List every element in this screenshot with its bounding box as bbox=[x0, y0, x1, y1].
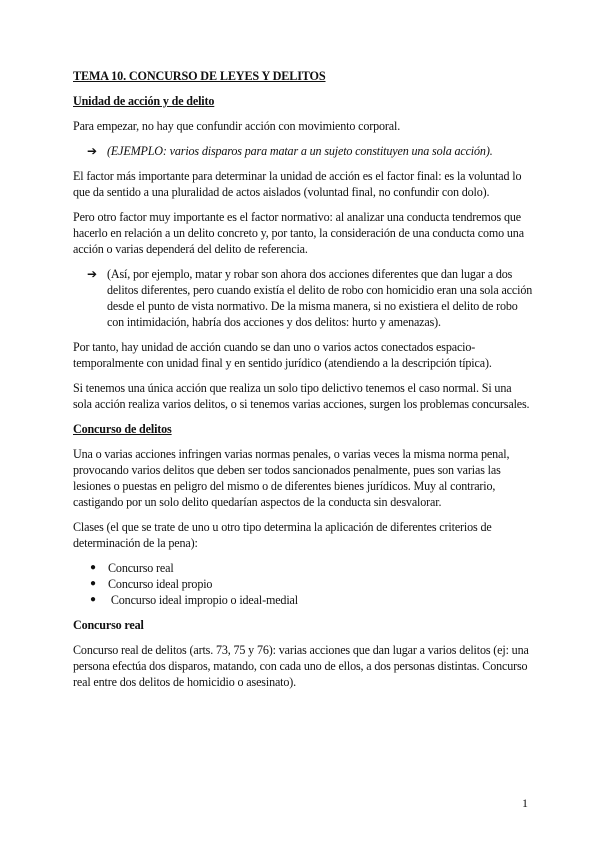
page-number: 1 bbox=[522, 796, 528, 810]
example-block-2 bbox=[73, 266, 533, 330]
list-item-text: Concurso ideal propio bbox=[108, 577, 213, 591]
list-item-text: Concurso ideal impropio o ideal-medial bbox=[108, 593, 298, 607]
section-heading-concurso-real: Concurso real bbox=[73, 618, 144, 632]
paragraph-1: Para empezar, no hay que confundir acción con movimiento corporal. bbox=[73, 119, 401, 133]
paragraph-8: Concurso real de delitos (arts. 73, 75 y 76): varias acciones que dan lugar a varios delitos (ej: una persona efectúa dos disparos, matando, con cada uno de ellos, a dos personas distintas. Concurso real entre dos delitos de homicidio o asesinato). bbox=[73, 643, 529, 689]
paragraph-5: Si tenemos una única acción que realiza un solo tipo delictivo tenemos el caso normal. Si una sola acción realiza varios delitos, o si tenemos varias acciones, surgen los problemas concursales. bbox=[73, 381, 530, 411]
list-item bbox=[73, 592, 533, 608]
document-page bbox=[73, 68, 533, 699]
paragraph-3: Pero otro factor muy importante es el factor normativo: al analizar una conducta tendremos que hacerlo en relación a un delito concreto y, por tanto, la consideración de una conducta como una acción o varias dependerá del delito de referencia. bbox=[73, 210, 524, 256]
paragraph-6: Una o varias acciones infringen varias normas penales, o varias veces la misma norma penal, provocando varios delitos que deben ser todos sancionados penalmente, pues son varias las lesiones o puestas en peligro del mismo o de diferentes bienes jurídicos. Muy al contrario, castigando por un solo delito quedarían aspectos de la conducta sin desvalorar. bbox=[73, 447, 510, 509]
arrow-icon: ➔ bbox=[87, 267, 97, 281]
list-item-text: Concurso real bbox=[108, 561, 174, 575]
document-title: TEMA 10. CONCURSO DE LEYES Y DELITOS bbox=[73, 69, 326, 83]
example-text-1: (EJEMPLO: varios disparos para matar a un sujeto constituyen una sola acción). bbox=[107, 144, 493, 158]
arrow-icon: ➔ bbox=[87, 144, 97, 158]
bullet-icon: ● bbox=[90, 562, 96, 573]
list-item bbox=[73, 576, 533, 592]
clases-list bbox=[73, 560, 533, 608]
list-item bbox=[73, 560, 533, 576]
example-text-2: (Así, por ejemplo, matar y robar son ahora dos acciones diferentes que dan lugar a dos delitos diferentes, pero cuando existía el delito de robo con homicidio eran una sola acción desde el punto de vista normativo. De la misma manera, si no existiera el delito de robo con intimidación, habría dos acciones y dos delitos: hurto y amenazas). bbox=[107, 267, 533, 329]
example-block-1 bbox=[73, 143, 533, 159]
paragraph-7: Clases (el que se trate de uno u otro tipo determina la aplicación de diferentes criterios de determinación de la pena): bbox=[73, 520, 492, 550]
paragraph-4: Por tanto, hay unidad de acción cuando se dan uno o varios actos conectados espacio-temporalmente con unidad final y en sentido jurídico (atendiendo a la descripción típica). bbox=[73, 340, 492, 370]
bullet-icon: ● bbox=[90, 594, 96, 605]
section-heading-unidad: Unidad de acción y de delito bbox=[73, 94, 215, 108]
paragraph-2: El factor más importante para determinar la unidad de acción es el factor final: es la voluntad lo que da sentido a una pluralidad de actos aislados (voluntad final, no confundir con dolo). bbox=[73, 169, 522, 199]
section-heading-concurso-delitos: Concurso de delitos bbox=[73, 422, 172, 436]
bullet-icon: ● bbox=[90, 578, 96, 589]
